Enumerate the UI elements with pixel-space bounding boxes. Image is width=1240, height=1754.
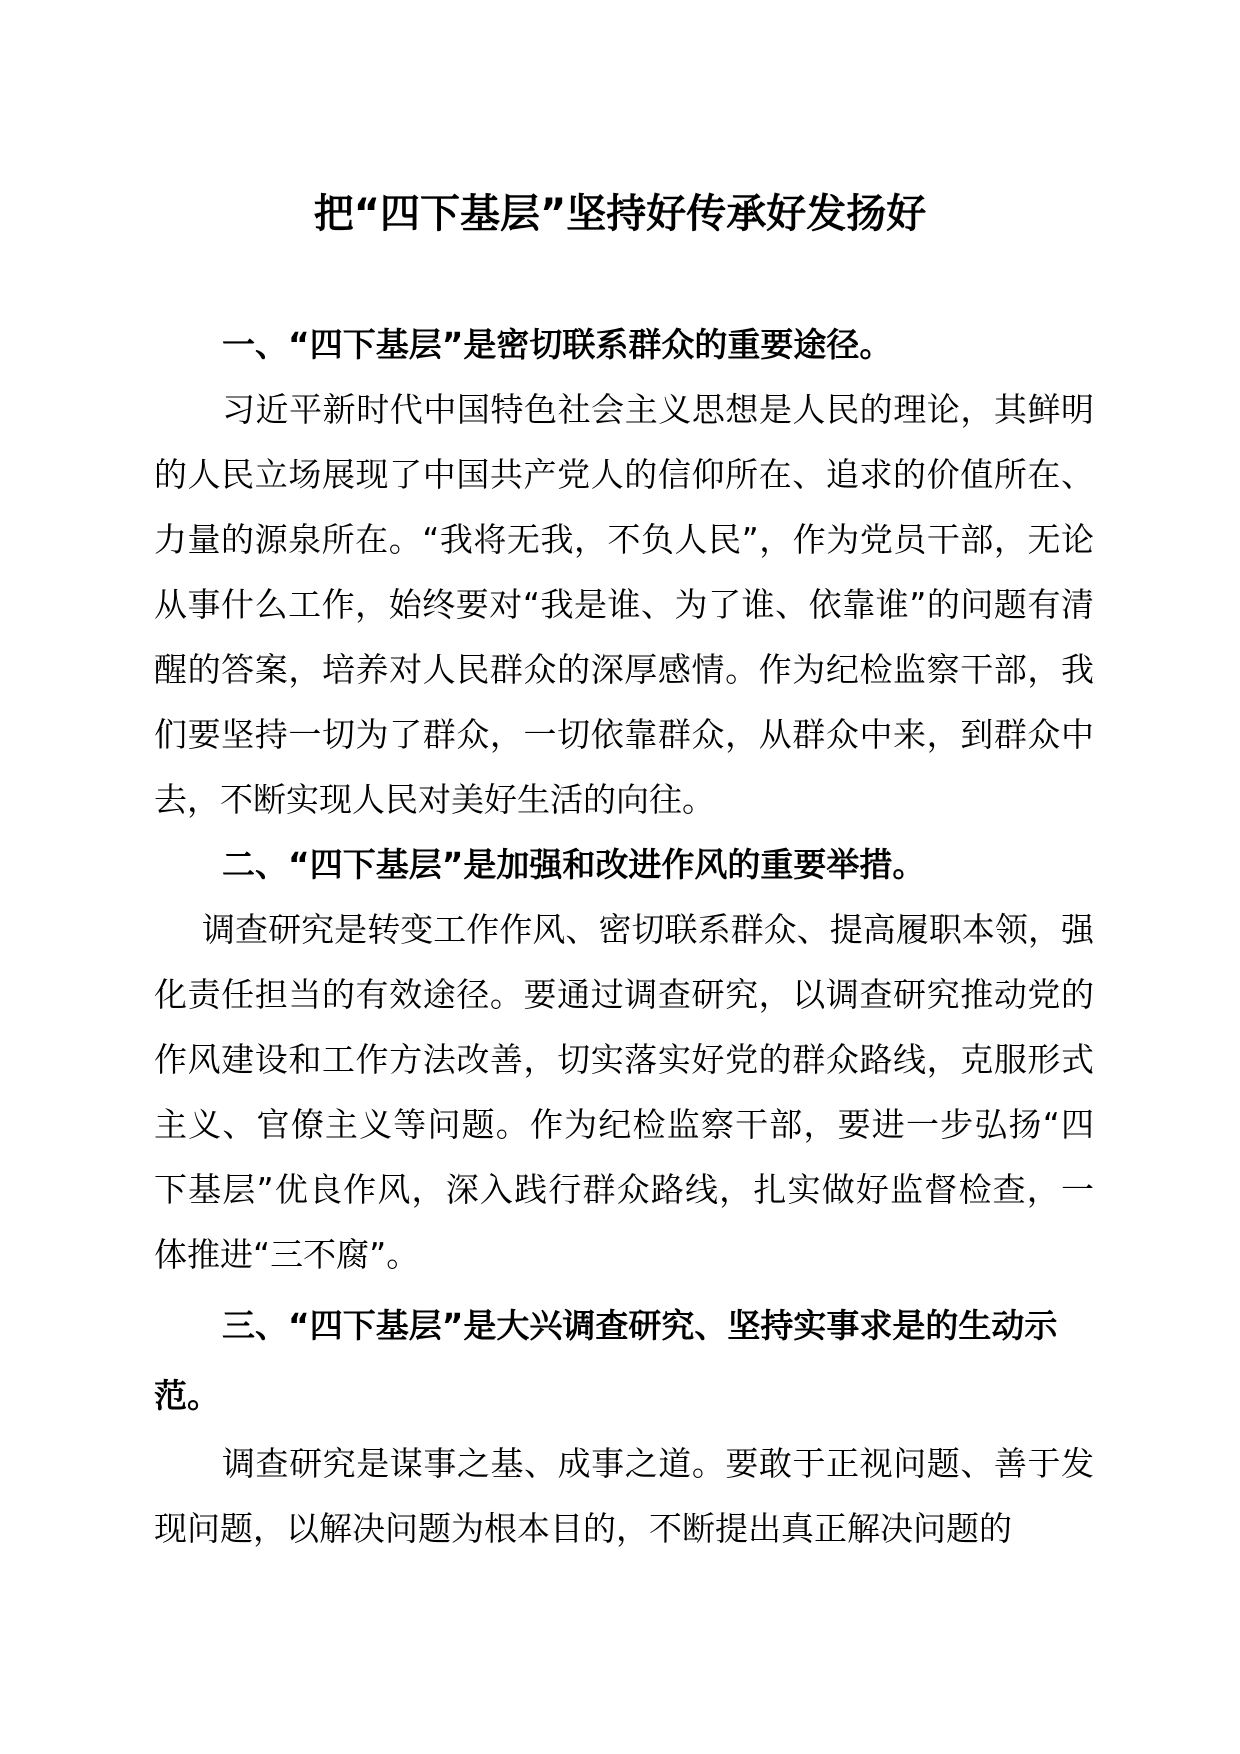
section-heading-3: 三、“四下基层”是大兴调查研究、坚持实事求是的生动示范。	[154, 1306, 1058, 1415]
document-title: 把“四下基层”坚持好传承好发扬好	[313, 191, 927, 237]
document-body	[154, 312, 1094, 1561]
section-heading-1: 一、“四下基层”是密切联系群众的重要途径。	[222, 325, 893, 364]
section-paragraph-1: 习近平新时代中国特色社会主义思想是人民的理论，其鲜明的人民立场展现了中国共产党人的信仰所在、追求的价值所在、力量的源泉所在。“我将无我，不负人民”，作为党员干部，无论从事什么工作，始终要对“我是谁、为了谁、依靠谁”的问题有清醒的答案，培养对人民群众的深厚感情。作为纪检监察干部，我们要坚持一切为了群众，一切依靠群众，从群众中来，到群众中去，不断实现人民对美好生活的向往。	[154, 390, 1094, 819]
section-heading-2: 二、“四下基层”是加强和改进作风的重要举措。	[222, 845, 926, 884]
section-paragraph-3: 调查研究是谋事之基、成事之道。要敢于正视问题、善于发现问题，以解决问题为根本目的，不断提出真正解决问题的	[154, 1444, 1094, 1548]
section-paragraph-2: 调查研究是转变工作作风、密切联系群众、提高履职本领，强化责任担当的有效途径。要通过调查研究，以调查研究推动党的作风建设和工作方法改善，切实落实好党的群众路线，克服形式主义、官僚主义等问题。作为纪检监察干部，要进一步弘扬“四下基层”优良作风，深入践行群众路线，扎实做好监督检查，一体推进“三不腐”。	[154, 910, 1094, 1274]
